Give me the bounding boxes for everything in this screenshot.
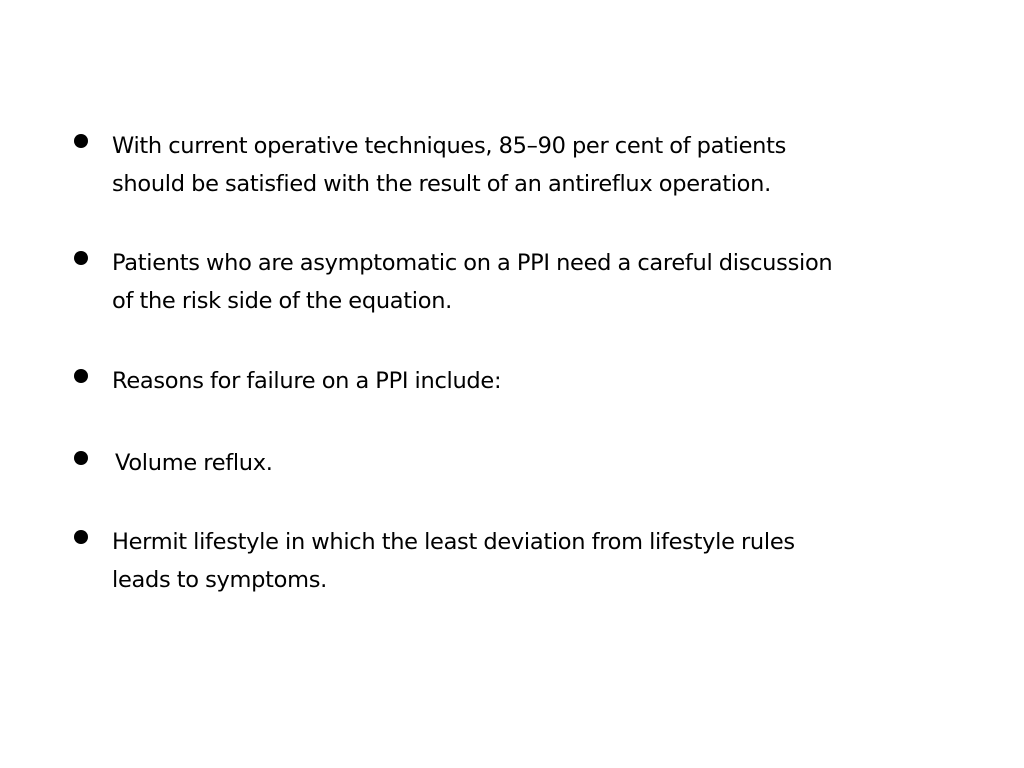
bullet-text-line: Reasons for failure on a PPI include:	[112, 368, 502, 394]
bullet-dot-icon	[74, 451, 88, 465]
bullet-text-line: Volume reflux.	[115, 450, 273, 476]
bullet-text	[112, 523, 912, 599]
bullet-text-line: Patients who are asymptomatic on a PPI need a careful discussion	[112, 250, 833, 276]
bullet-text	[112, 127, 912, 203]
bullet-text	[112, 244, 912, 320]
bullet-text	[112, 362, 912, 400]
bullet-text	[115, 444, 915, 482]
bullet-text-line: of the risk side of the equation.	[112, 288, 453, 314]
bullet-dot-icon	[74, 134, 88, 148]
bullet-dot-icon	[74, 369, 88, 383]
bullet-text-line: Hermit lifestyle in which the least deviation from lifestyle rules	[112, 529, 795, 555]
bullet-text-line: leads to symptoms.	[112, 567, 327, 593]
bullet-dot-icon	[74, 251, 88, 265]
bullet-dot-icon	[74, 530, 88, 544]
bullet-text-line: should be satisfied with the result of an antireflux operation.	[112, 171, 771, 197]
bullet-text-line: With current operative techniques, 85–90 per cent of patients	[112, 133, 787, 159]
